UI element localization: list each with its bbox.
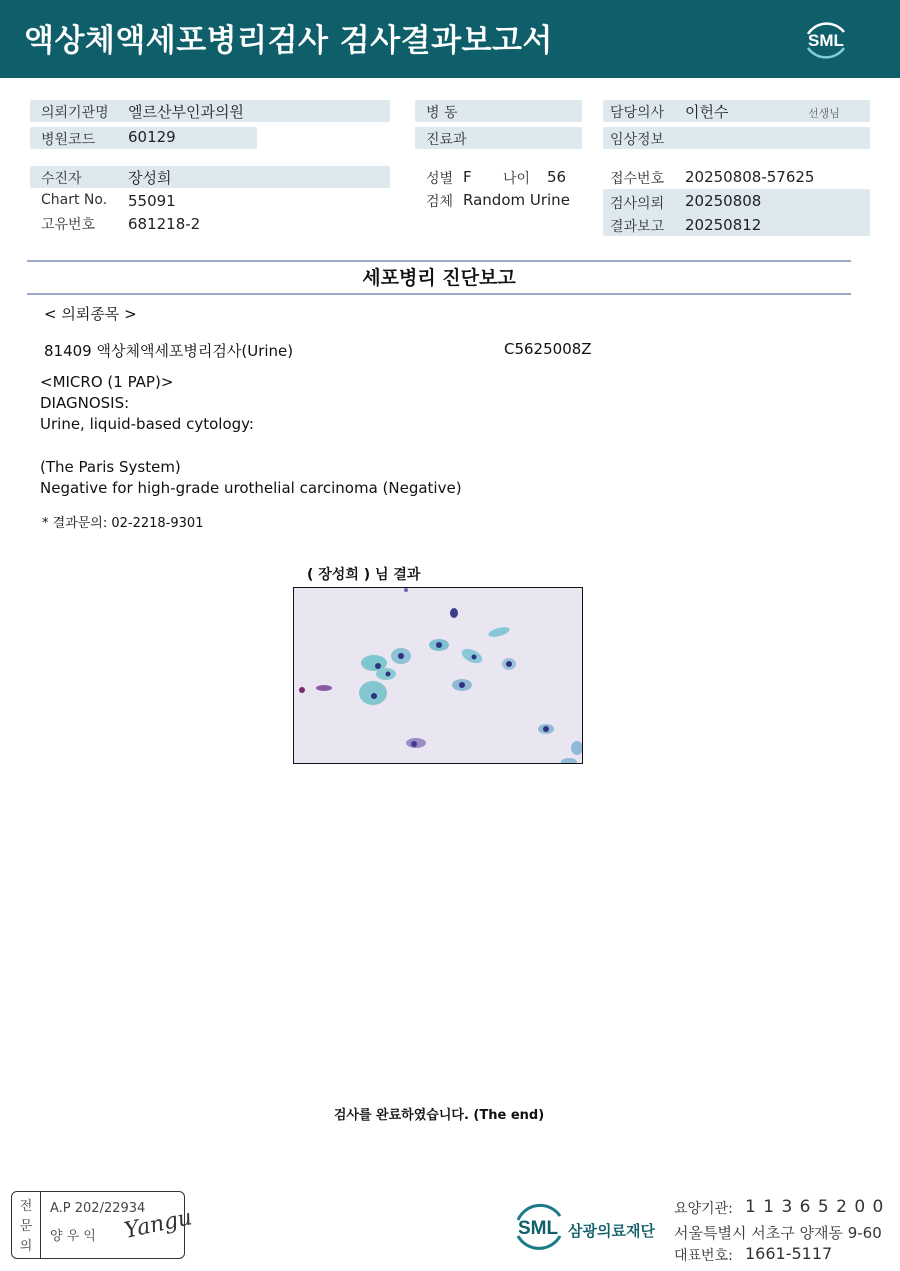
age-label: 나이 <box>503 171 531 187</box>
age-value: 56 <box>547 168 567 186</box>
doctor-label: 담당의사 <box>610 105 665 121</box>
result-line: Negative for high-grade urothelial carcinoma (Negative) <box>40 479 462 497</box>
hospital-code-label: 병원코드 <box>41 132 96 148</box>
clinical-info-label: 임상정보 <box>610 132 665 148</box>
request-date-label: 검사의뢰 <box>610 196 665 212</box>
chart-no-value: 55091 <box>128 192 176 210</box>
specimen-value: Random Urine <box>463 191 570 209</box>
order-code: C5625008Z <box>504 340 592 358</box>
cytology-image <box>293 587 583 764</box>
institution-code-label: 요양기관: <box>674 1201 733 1217</box>
phone-value: 1661-5117 <box>745 1244 833 1263</box>
phone-label: 대표번호: <box>674 1248 733 1264</box>
doctor-suffix: 선생님 <box>808 107 840 120</box>
micro-line: <MICRO (1 PAP)> <box>40 373 174 391</box>
specialist-stamp <box>11 1191 195 1259</box>
contact-line: * 결과문의: 02-2218-9301 <box>42 516 204 531</box>
svg-text:SML: SML <box>808 31 844 50</box>
doctor-value: 이헌수 <box>685 103 729 121</box>
signature: Yangu <box>122 1205 195 1244</box>
foundation-name: 삼광의료재단 <box>568 1222 655 1240</box>
stamp-side <box>12 1192 41 1258</box>
image-caption: ( 장성희 ) 님 결과 <box>307 567 421 583</box>
department-label: 진료과 <box>426 132 467 148</box>
stamp-char-3: 의 <box>19 1239 33 1254</box>
end-text: 검사를 완료하였습니다. (The end) <box>333 1108 545 1123</box>
stamp-line-1: A.P 202/22934 <box>50 1201 146 1216</box>
receipt-no-label: 접수번호 <box>610 171 665 187</box>
hospital-code-value: 60129 <box>128 128 176 146</box>
patient-label: 수진자 <box>41 171 82 187</box>
section-rule-bottom <box>27 293 851 295</box>
report-date-label: 결과보고 <box>610 219 665 235</box>
report-title: 액상체액세포병리검사 검사결과보고서 <box>24 23 553 59</box>
specimen-type-line: Urine, liquid-based cytology: <box>40 415 254 433</box>
order-header: < 의뢰종목 > <box>44 305 137 323</box>
section-title: 세포병리 진단보고 <box>362 267 516 289</box>
order-item: 81409 액상체액세포병리검사(Urine) <box>44 342 294 360</box>
system-line: (The Paris System) <box>40 458 181 476</box>
stamp-char-1: 전 <box>19 1199 33 1214</box>
stamp-char-2: 문 <box>19 1219 33 1234</box>
ward-label: 병 동 <box>426 105 458 121</box>
address: 서울특별시 서초구 양재동 9-60 <box>674 1224 882 1242</box>
section-rule-top <box>27 260 851 262</box>
institution-value: 엘르산부인과의원 <box>128 103 244 121</box>
diagnosis-line: DIAGNOSIS: <box>40 394 130 412</box>
chart-no-label: Chart No. <box>41 192 108 208</box>
receipt-no-value: 20250808-57625 <box>685 168 815 186</box>
report-date-value: 20250812 <box>685 216 762 234</box>
unique-no-label: 고유번호 <box>41 217 96 233</box>
sml-logo-icon <box>800 14 852 66</box>
patient-value: 장성희 <box>128 169 172 187</box>
footer-sml-logo-icon <box>510 1198 570 1254</box>
stamp-line-2: 양 우 익 <box>50 1229 96 1244</box>
institution-code-value: 1 1 3 6 5 2 0 0 <box>745 1197 885 1217</box>
sex-label: 성별 <box>426 171 454 187</box>
sex-value: F <box>463 168 472 186</box>
patient-bar <box>30 166 390 188</box>
institution-label: 의뢰기관명 <box>41 105 109 121</box>
request-date-value: 20250808 <box>685 192 762 210</box>
svg-text:SML: SML <box>517 1218 559 1239</box>
specimen-label: 검체 <box>426 194 454 210</box>
unique-no-value: 681218-2 <box>128 215 201 233</box>
